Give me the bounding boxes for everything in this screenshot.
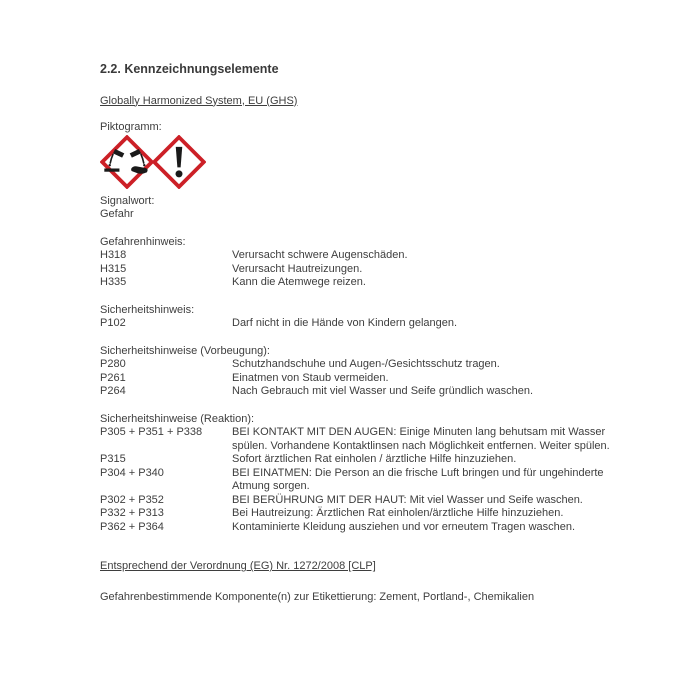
reaction-heading: Sicherheitshinweise (Reaktion): — [100, 412, 255, 425]
prevention-row — [100, 358, 618, 372]
reaction-statements — [100, 413, 618, 535]
reaction-row — [100, 426, 618, 453]
prevention-code: P261 — [100, 371, 126, 384]
safety-code: P102 — [100, 317, 126, 329]
prevention-heading: Sicherheitshinweise (Vorbeugung): — [100, 344, 270, 357]
hazard-row — [100, 249, 618, 263]
safety-heading: Sicherheitshinweis: — [100, 303, 195, 316]
reaction-code: P332 + P313 — [100, 507, 164, 519]
ghs05-corrosion-icon — [100, 135, 154, 189]
reaction-code: P304 + P340 — [100, 466, 164, 479]
prevention-text: Einatmen von Staub vermeiden. — [232, 371, 389, 384]
reaction-code: P305 + P351 + P338 — [100, 426, 203, 438]
hazard-row — [100, 263, 618, 277]
hazard-code: H335 — [100, 276, 127, 288]
pictogram-group — [100, 135, 618, 189]
reaction-row — [100, 453, 618, 467]
safety-text: Darf nicht in die Hände von Kindern gelangen. — [232, 317, 458, 329]
prevention-row — [100, 385, 618, 399]
signal-word-block — [100, 195, 618, 222]
reaction-text: Bei Hautreizung: Ärztlichen Rat einholen/ärztliche Hilfe hinzuziehen. — [232, 507, 564, 519]
prevention-code: P264 — [100, 385, 126, 397]
signal-word-label: Signalwort: — [100, 194, 155, 207]
hazard-text: Verursacht schwere Augenschäden. — [232, 249, 408, 261]
prevention-statements — [100, 345, 618, 399]
reaction-row — [100, 494, 618, 508]
prevention-text: Nach Gebrauch mit viel Wasser und Seife gründlich waschen. — [232, 385, 534, 397]
hazard-row — [100, 276, 618, 290]
reaction-code: P362 + P364 — [100, 520, 164, 533]
reaction-code: P315 — [100, 453, 126, 465]
safety-statement — [100, 304, 618, 331]
reaction-text: Sofort ärztlichen Rat einholen / ärztliche Hilfe hinzuziehen. — [232, 453, 517, 465]
prevention-code: P280 — [100, 358, 126, 370]
reaction-text: BEI KONTAKT MIT DEN AUGEN: Einige Minuten lang behutsam mit Wasser spülen. Vorhandene Kontaktlinsen nach Möglichkeit entfernen. Weiter spülen. — [232, 426, 610, 452]
reaction-row — [100, 467, 618, 494]
hazard-components: Gefahrenbestimmende Komponente(n) zur Etikettierung: Zement, Portland-, Chemikalien — [100, 590, 535, 603]
reaction-text: BEI EINATMEN: Die Person an die frische Luft bringen und für ungehinderte Atmung sorgen. — [232, 466, 604, 492]
ghs07-exclamation-icon — [152, 135, 206, 189]
hazard-code: H315 — [100, 262, 127, 275]
regulation-reference: Entsprechend der Verordnung (EG) Nr. 1272/2008 [CLP] — [100, 560, 376, 572]
hazard-code: H318 — [100, 249, 127, 261]
ghs-heading: Globally Harmonized System, EU (GHS) — [100, 94, 298, 107]
pictogram-label: Piktogramm: — [100, 121, 162, 133]
prevention-text: Schutzhandschuhe und Augen-/Gesichtsschutz tragen. — [232, 358, 500, 370]
prevention-row — [100, 372, 618, 386]
hazard-heading: Gefahrenhinweis: — [100, 235, 186, 248]
hazard-statements — [100, 236, 618, 290]
signal-word-value: Gefahr — [100, 208, 134, 220]
sds-section-2-2 — [100, 63, 618, 604]
reaction-text: BEI BERÜHRUNG MIT DER HAUT: Mit viel Wasser und Seife waschen. — [232, 493, 583, 506]
hazard-text: Kann die Atemwege reizen. — [232, 276, 366, 288]
hazard-text: Verursacht Hautreizungen. — [232, 262, 363, 275]
section-title: 2.2. Kennzeichnungselemente — [100, 62, 279, 76]
reaction-row — [100, 507, 618, 521]
reaction-code: P302 + P352 — [100, 493, 164, 506]
reaction-text: Kontaminierte Kleidung ausziehen und vor erneutem Tragen waschen. — [232, 520, 576, 533]
reaction-row — [100, 521, 618, 535]
safety-row — [100, 317, 618, 331]
